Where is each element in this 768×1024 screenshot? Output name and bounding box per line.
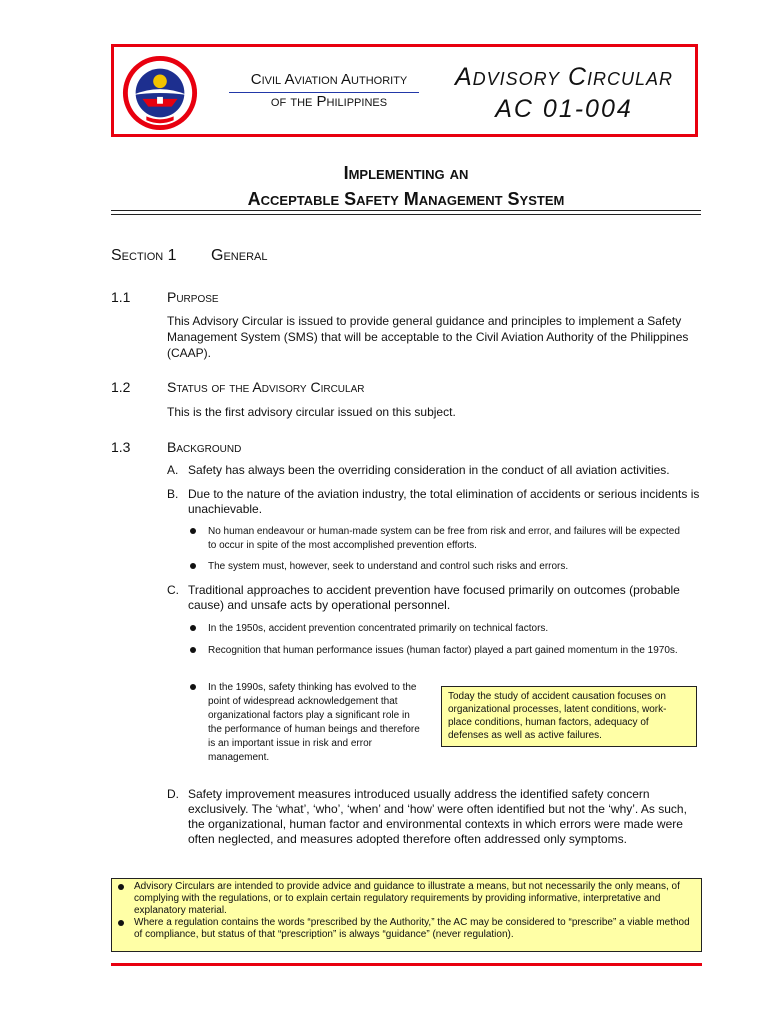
bullet-item	[190, 560, 690, 574]
bullet-text: The system must, however, seek to understand and control such risks and errors.	[208, 561, 569, 572]
subsection-1-1-heading	[111, 289, 219, 305]
authority-name	[229, 71, 429, 111]
item-text: Safety improvement measures introduced usually address the identified safety concern exclusively. The ‘what’, ‘who’, ‘when’ and ‘how’ were often identified but not the ‘why’. As such, the organizational, human factor and environmental contexts in which errors were made were often neglected, and measures adopted therefore often addressed only symptoms.	[188, 787, 687, 846]
bullet-dot-icon	[190, 625, 196, 631]
item-letter: D.	[167, 787, 179, 801]
item-text: Traditional approaches to accident prevention have focused primarily on outcomes (probable cause) and unsafe acts by operational personnel.	[188, 583, 680, 612]
bullet-dot-icon	[118, 920, 124, 926]
ac-label: Advisory Circular	[454, 63, 674, 91]
bullet-dot-icon	[190, 528, 196, 534]
title-line-2: Acceptable Safety Management System	[247, 189, 565, 209]
bullet-dot-icon	[190, 684, 196, 690]
ac-number: AC 01-004	[495, 95, 633, 123]
notice-text: Advisory Circulars are intended to provide advice and guidance to illustrate a means, but not necessarily the only means, of complying with the regulations, or to explain certain regulatory requirements by providing informative, interpretative and explanatory material.	[134, 881, 680, 916]
callout-note: Today the study of accident causation focuses on organizational processes, latent conditions, work-place conditions, human factors, adequacy of defenses as well as active failures.	[441, 686, 697, 747]
bullet-dot-icon	[190, 647, 196, 653]
item-text: Due to the nature of the aviation industry, the total elimination of accidents or serious incidents is unachievable.	[188, 487, 700, 516]
subsection-title: Background	[167, 439, 242, 455]
advisory-notice-box	[111, 878, 702, 952]
notice-item	[118, 881, 695, 917]
section-number: Section 1	[111, 247, 177, 264]
bullet-item	[190, 644, 690, 658]
section-title: General	[211, 247, 268, 264]
authority-divider	[229, 92, 419, 93]
authority-line-2: of the Philippines	[270, 93, 388, 110]
subsection-number: 1.1	[111, 289, 131, 305]
title-line-1: Implementing an	[343, 163, 469, 183]
subsection-title: Status of the Advisory Circular	[167, 379, 365, 395]
bullet-text: In the 1950s, accident prevention concentrated primarily on technical factors.	[208, 623, 549, 634]
document-title	[111, 160, 701, 212]
authority-line-1: Civil Aviation Authority	[250, 71, 408, 88]
notice-text: Where a regulation contains the words “prescribed by the Authority,” the AC may be considered to “prescribe” a viable method of compliance, but status of that “prescription” is always “guidance” (never regulation).	[134, 917, 690, 940]
advisory-circular-title	[434, 61, 694, 125]
bullet-item	[190, 525, 690, 553]
background-item-b	[167, 487, 701, 517]
item-letter: B.	[167, 487, 179, 501]
caap-seal-logo	[121, 54, 199, 132]
title-divider-bottom	[111, 214, 701, 215]
item-letter: A.	[167, 463, 179, 477]
item-letter: C.	[167, 583, 179, 597]
footer-divider	[111, 963, 702, 966]
bullet-item	[190, 681, 425, 765]
subsection-number: 1.3	[111, 439, 131, 455]
section-heading	[111, 247, 267, 265]
bullet-text: No human endeavour or human-made system can be free from risk and error, and failures will be expected to occur in spite of the most accomplished prevention efforts.	[208, 526, 680, 551]
background-item-d	[167, 787, 701, 847]
item-text: Safety has always been the overriding consideration in the conduct of all aviation activities.	[188, 463, 670, 477]
notice-item	[118, 917, 695, 941]
status-paragraph: This is the first advisory circular issued on this subject.	[167, 405, 456, 419]
bullet-dot-icon	[118, 884, 124, 890]
bullet-item	[190, 622, 690, 636]
title-divider-top	[111, 210, 701, 211]
document-header	[111, 44, 698, 137]
purpose-paragraph: This Advisory Circular is issued to provide general guidance and principles to implement a Safety Management System (SMS) that will be acceptable to the Civil Aviation Authority of the Philippines (CAAP).	[167, 314, 689, 360]
bullet-text: In the 1990s, safety thinking has evolved to the point of widespread acknowledgement that organizational factors play a significant role in the performance of human beings and therefore is an important issue in risk and error management.	[208, 682, 420, 763]
subsection-title: Purpose	[167, 289, 219, 305]
subsection-1-2-heading	[111, 379, 364, 395]
subsection-number: 1.2	[111, 379, 131, 395]
bullet-dot-icon	[190, 563, 196, 569]
background-item-a	[167, 463, 701, 478]
background-item-c	[167, 583, 701, 613]
bullet-text: Recognition that human performance issues (human factor) played a part gained momentum in the 1970s.	[208, 645, 678, 656]
subsection-1-3-heading	[111, 439, 241, 455]
